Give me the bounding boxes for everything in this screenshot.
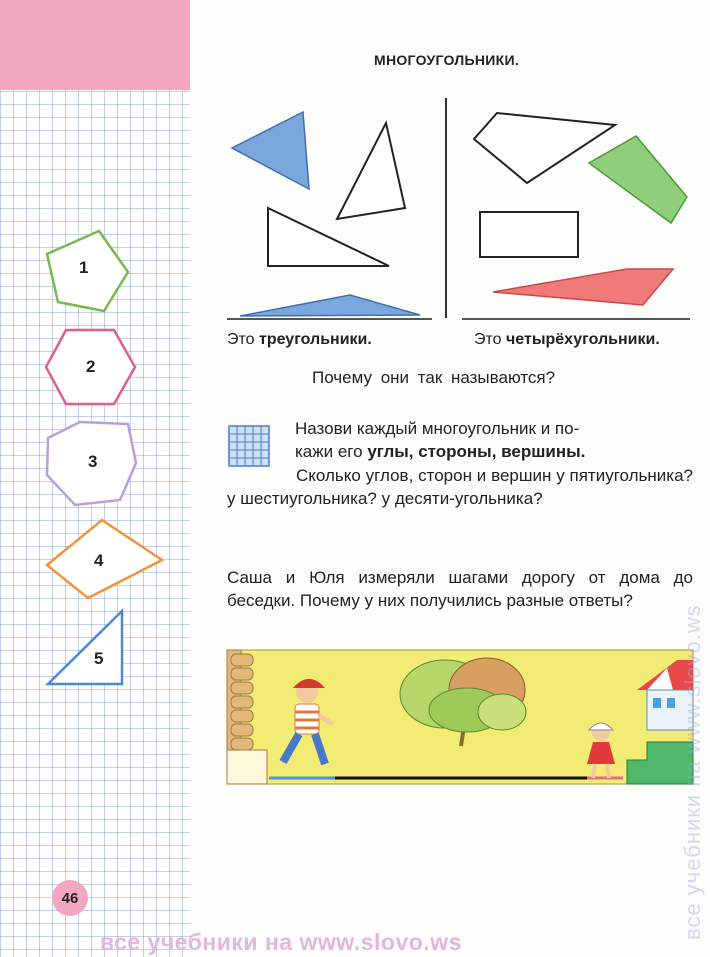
- task1-line-b-bold: углы, стороны, вершины.: [367, 442, 586, 461]
- numbered-shapes: [0, 0, 190, 957]
- white-triangle-right: [268, 208, 389, 266]
- task1-line-a: Назови каждый многоугольник и по-: [295, 419, 580, 438]
- caption-prefix: Это: [227, 331, 255, 348]
- shape-number-3: 3: [88, 452, 98, 471]
- side-watermark: все учебники на www.slovo.ws: [680, 604, 705, 940]
- white-triangle-acute: [337, 123, 405, 219]
- vertical-divider: [445, 98, 447, 318]
- bottom-watermark: все учебники на www.slovo.ws: [100, 929, 462, 955]
- task1-line-b-prefix: кажи его: [295, 442, 363, 461]
- triangle-shape: [48, 611, 122, 684]
- task2-text: Саша и Юля измеряли шагами дорогу от дома до беседки. Почему у них получились разные ответы?: [227, 568, 693, 610]
- caption-bold-quads: четырёхугольники.: [506, 331, 660, 348]
- red-quadrilateral: [493, 269, 673, 305]
- shape-number-4: 4: [94, 551, 104, 570]
- blue-triangle: [232, 112, 309, 189]
- task1-line-b: [295, 440, 693, 463]
- task1-questions: Сколько углов, сторон и вершин у пятиугольника? у шестиугольника? у десяти-угольника?: [227, 466, 693, 508]
- rhombus-shape: [47, 520, 162, 598]
- quads-underline: [462, 318, 690, 320]
- page-title: МНОГОУГОЛЬНИКИ.: [374, 52, 520, 68]
- caption-bold-triangles: треугольники.: [259, 331, 372, 348]
- caption-prefix: Это: [474, 331, 502, 348]
- triangles-caption: [227, 331, 372, 349]
- polygon-illustrations: [225, 95, 700, 325]
- quads-caption: [474, 331, 660, 349]
- white-rectangle: [480, 212, 578, 257]
- grid-icon: [227, 424, 271, 468]
- task1-intro: [295, 417, 693, 463]
- shape-number-5: 5: [94, 649, 104, 668]
- green-quadrilateral: [589, 136, 687, 223]
- why-question: Почему они так называются?: [312, 368, 556, 387]
- white-quadrilateral: [474, 113, 615, 183]
- shape-number-1: 1: [79, 258, 89, 277]
- shape-number-2: 2: [86, 357, 96, 376]
- triangles-underline: [227, 318, 432, 320]
- walking-scene: [227, 650, 693, 784]
- page-number: 46: [52, 880, 88, 916]
- blue-flat-triangle: [240, 295, 420, 316]
